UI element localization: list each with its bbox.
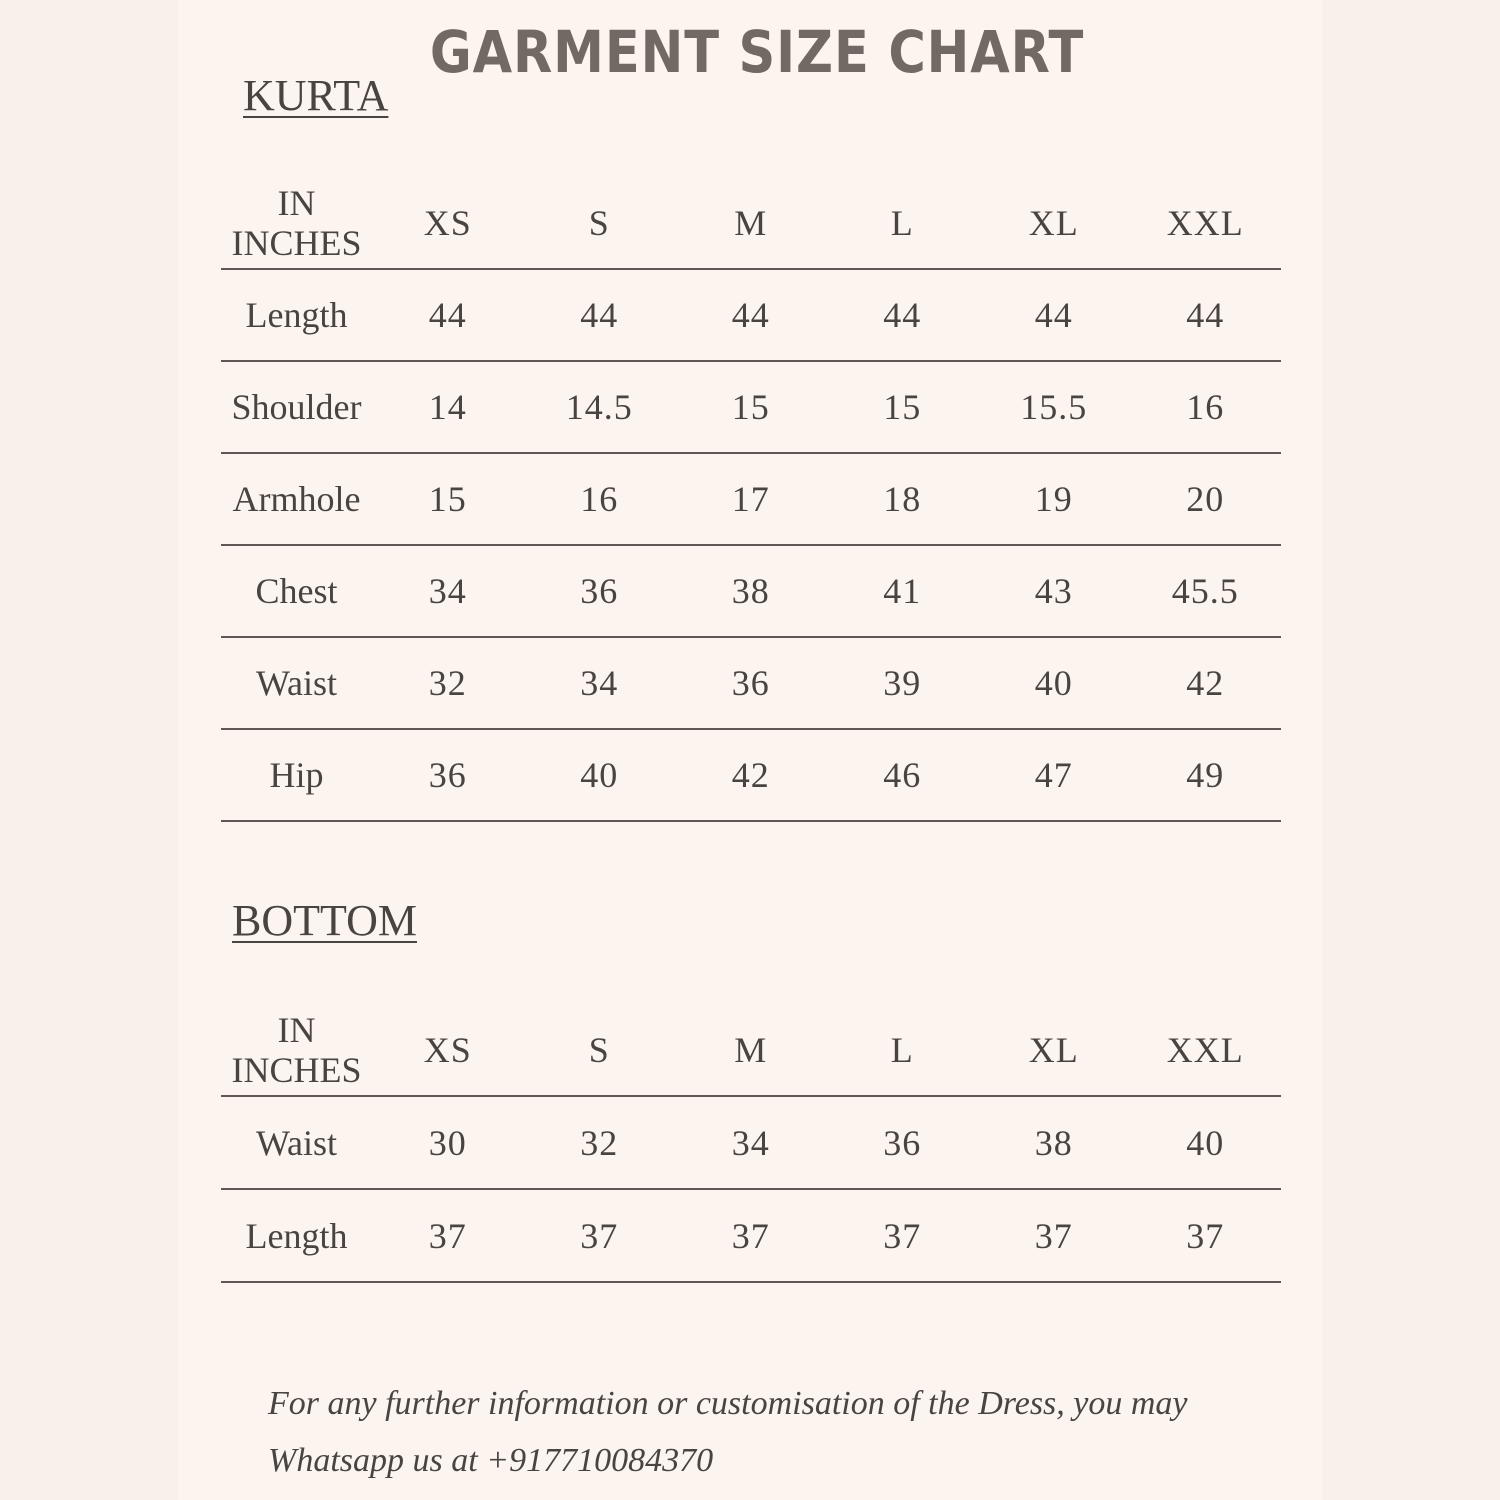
kurta-size-table [221,178,1281,822]
table-row-length [221,270,1281,362]
size-header-xs: XS [423,1029,472,1070]
table-header-unit-label [221,1010,372,1090]
header-unit-line-2: INCHES [231,1049,362,1090]
measurement-value: 17 [731,479,770,519]
measurement-value: 20 [1186,479,1225,519]
measurement-value: 46 [883,755,922,795]
measurement-value: 49 [1186,755,1225,795]
measurement-value: 44 [731,295,770,335]
header-unit-line-1: IN [277,183,316,223]
measurement-label: Chest [255,571,338,611]
contact-note-line-2: Whatsapp us at +917710084370 [268,1442,714,1479]
kurta-section-label: KURTA [243,71,389,120]
size-header-xxl: XXL [1166,1029,1244,1070]
measurement-value: 37 [580,1215,619,1256]
measurement-value: 44 [1034,295,1073,335]
page-title: GARMENT SIZE CHART [429,18,1085,86]
measurement-value: 41 [883,571,922,611]
measurement-value: 19 [1034,479,1073,519]
contact-note-line-1: For any further information or customisation of the Dress, you may [268,1385,1188,1422]
header-unit-line-2: INCHES [231,223,362,263]
size-header-m: M [734,203,768,243]
table-row-chest [221,546,1281,638]
measurement-value: 38 [731,571,770,611]
measurement-label: Shoulder [231,387,362,427]
measurement-value: 34 [580,663,619,703]
measurement-value: 42 [1186,663,1225,703]
measurement-value: 32 [428,663,467,703]
measurement-value: 40 [580,755,619,795]
size-header-l: L [890,1029,914,1070]
size-header-s: S [588,1029,610,1070]
measurement-value: 38 [1034,1122,1073,1163]
measurement-value: 34 [428,571,467,611]
size-header-l: L [890,203,914,243]
measurement-value: 36 [580,571,619,611]
size-header-xxl: XXL [1166,203,1244,243]
measurement-value: 36 [428,755,467,795]
table-row-waist [221,638,1281,730]
measurement-label: Armhole [232,479,361,519]
measurement-value: 42 [731,755,770,795]
measurement-value: 37 [731,1215,770,1256]
measurement-label: Waist [255,1122,338,1163]
measurement-value: 30 [428,1122,467,1163]
table-row-length [221,1190,1281,1283]
table-header-row [221,178,1281,270]
measurement-value: 16 [1186,387,1225,427]
measurement-value: 32 [580,1122,619,1163]
measurement-label: Waist [255,663,338,703]
measurement-value: 15 [883,387,922,427]
measurement-label: Hip [269,755,324,795]
measurement-value: 45.5 [1171,571,1239,611]
measurement-value: 44 [580,295,619,335]
table-row-armhole [221,454,1281,546]
measurement-value: 43 [1034,571,1073,611]
table-header-row [221,1004,1281,1097]
measurement-value: 39 [883,663,922,703]
measurement-value: 47 [1034,755,1073,795]
measurement-value: 36 [731,663,770,703]
size-header-xs: XS [423,203,472,243]
size-header-s: S [588,203,610,243]
table-row-waist [221,1097,1281,1190]
measurement-value: 37 [883,1215,922,1256]
measurement-value: 34 [731,1122,770,1163]
size-header-m: M [734,1029,768,1070]
measurement-value: 16 [580,479,619,519]
measurement-value: 14 [428,387,467,427]
measurement-value: 44 [428,295,467,335]
table-header-unit-label [221,183,372,263]
table-row-shoulder [221,362,1281,454]
size-header-xl: XL [1028,203,1079,243]
header-unit-line-1: IN [277,1009,316,1050]
measurement-value: 14.5 [565,387,633,427]
measurement-value: 18 [883,479,922,519]
size-header-xl: XL [1028,1029,1079,1070]
measurement-value: 15 [428,479,467,519]
measurement-label: Length [245,295,348,335]
measurement-value: 40 [1034,663,1073,703]
bottom-size-table [221,1004,1281,1283]
measurement-value: 37 [1186,1215,1225,1256]
measurement-value: 44 [883,295,922,335]
measurement-label: Length [245,1215,348,1256]
measurement-value: 44 [1186,295,1225,335]
measurement-value: 37 [428,1215,467,1256]
contact-note [268,1375,1268,1489]
measurement-value: 15 [731,387,770,427]
measurement-value: 37 [1034,1215,1073,1256]
measurement-value: 40 [1186,1122,1225,1163]
measurement-value: 36 [883,1122,922,1163]
table-row-hip [221,730,1281,822]
measurement-value: 15.5 [1020,387,1088,427]
bottom-section-label: BOTTOM [232,896,417,945]
